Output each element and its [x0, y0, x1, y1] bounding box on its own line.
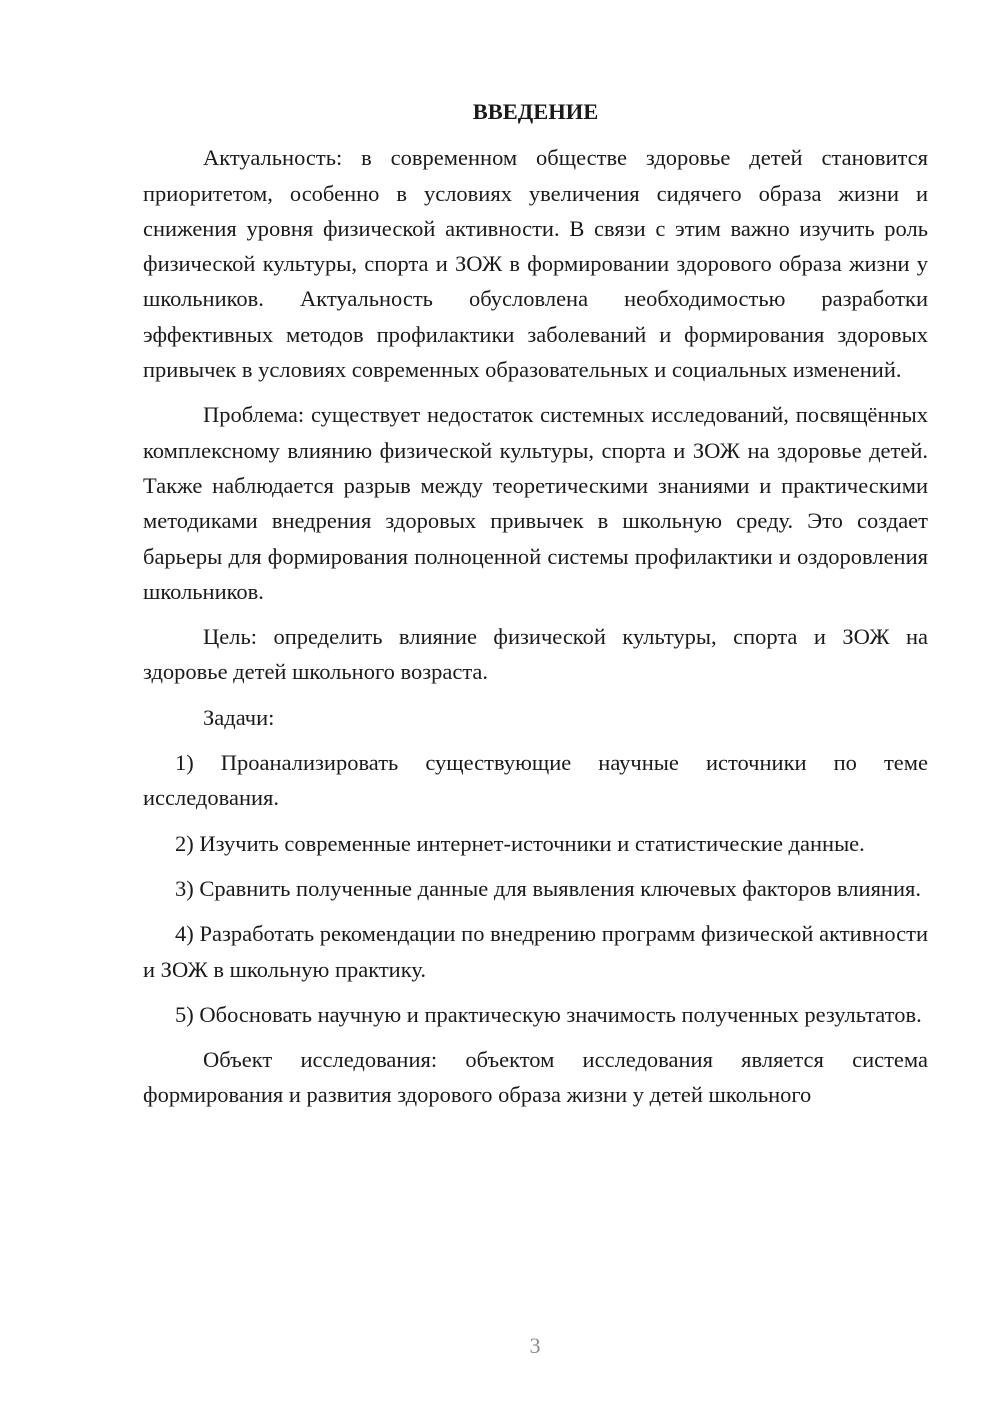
- research-object-paragraph: Объект исследования: объектом исследования является система формирования и развития здорового образа жизни у детей школьного: [143, 1047, 928, 1108]
- relevance-paragraph: Актуальность: в современном обществе здоровье детей становится приоритетом, особенно в условиях увеличения сидячего образа жизни и снижения уровня физической активности. В связи с этим важно изучить роль физической культуры, спорта и ЗОЖ в формировании здорового образа жизни у школьников. Актуальность обусловлена необходимостью разработки эффективных методов профилактики заболеваний и формирования здоровых привычек в условиях современных образовательных и социальных изменений.: [143, 145, 928, 383]
- page-number: 3: [529, 1333, 541, 1358]
- goal-paragraph: Цель: определить влияние физической культуры, спорта и ЗОЖ на здоровье детей школьного возраста.: [143, 624, 928, 685]
- tasks-list: [143, 745, 928, 1032]
- list-item: 3) Сравнить полученные данные для выявления ключевых факторов влияния.: [175, 875, 921, 901]
- section-heading: ВВЕДЕНИЕ: [472, 99, 599, 124]
- page-content: [143, 94, 928, 1123]
- list-item: 4) Разработать рекомендации по внедрению программ физической активности и ЗОЖ в школьную практику.: [143, 921, 928, 982]
- problem-paragraph: Проблема: существует недостаток системных исследований, посвящённых комплексному влиянию физической культуры, спорта и ЗОЖ на здоровье детей. Также наблюдается разрыв между теоретическими знаниями и практическими методиками внедрения здоровых привычек в школьную среду. Это создает барьеры для формирования полноценной системы профилактики и оздоровления школьников.: [143, 402, 928, 604]
- tasks-label: Задачи:: [203, 704, 275, 730]
- list-item: 1) Проанализировать существующие научные источники по теме исследования.: [143, 750, 928, 811]
- list-item: 2) Изучить современные интернет-источники и статистические данные.: [175, 830, 865, 856]
- list-item: 5) Обосновать научную и практическую значимость полученных результатов.: [175, 1001, 922, 1027]
